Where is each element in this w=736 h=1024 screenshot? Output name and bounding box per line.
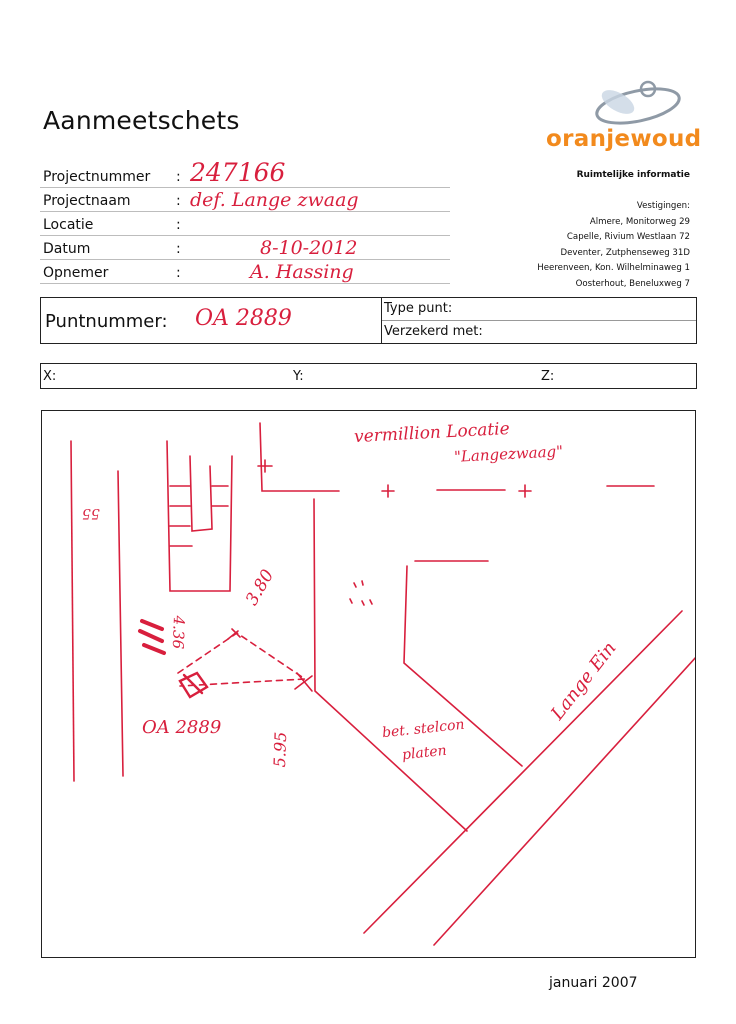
x-label: X: [43, 369, 57, 384]
point-number-value: OA 2889 [195, 306, 292, 331]
point-number-label: Puntnummer: [45, 311, 168, 332]
field-locatie [40, 212, 450, 236]
field-colon: : [176, 241, 181, 257]
point-number-cell [41, 298, 382, 343]
road-label: Lange Ein [547, 637, 621, 724]
sketch-note-line1: vermillion Locatie [353, 418, 511, 448]
field-colon: : [176, 217, 181, 233]
field-opnemer [40, 260, 450, 284]
field-label: Datum [43, 241, 91, 257]
logo-text: oranjewoud [546, 126, 702, 152]
sketch-line [71, 441, 74, 781]
vestiging-item: Almere, Monitorweg 29 [589, 216, 690, 227]
verzekerd-label: Verzekerd met: [384, 324, 483, 339]
field-projectnaam [40, 188, 450, 212]
sketch-mark [258, 460, 272, 472]
sketch-line [118, 471, 123, 776]
field-projectnummer [40, 158, 450, 188]
verzekerd-row [382, 321, 696, 343]
field-value-opnemer: A. Hassing [250, 261, 354, 283]
vestiging-item: Deventer, Zutphenseweg 31D [560, 247, 690, 258]
field-colon: : [176, 169, 181, 185]
company-subtitle: Ruimtelijke informatie [576, 170, 690, 180]
field-value-projectnummer: 247166 [190, 158, 286, 187]
hatch-mark [140, 621, 164, 653]
point-type-cell [382, 298, 696, 343]
dimension-label-2: 4.36 [168, 615, 188, 650]
project-fields [40, 158, 450, 284]
road-edge [364, 611, 682, 933]
field-label: Projectnaam [43, 193, 131, 209]
area-label-1: bet. stelcon [381, 716, 466, 742]
type-punt-row [382, 298, 696, 321]
field-label: Projectnummer [43, 169, 151, 185]
sketch-line [190, 456, 212, 531]
field-value-projectnaam: def. Lange zwaag [190, 189, 359, 211]
y-label: Y: [293, 369, 304, 384]
vestiging-item: Oosterhout, Beneluxweg 7 [575, 278, 690, 289]
logo-swirl-icon [540, 80, 700, 130]
z-label: Z: [541, 369, 555, 384]
dimension-cross [295, 673, 312, 691]
vestiging-item: Heerenveen, Kon. Wilhelminaweg 1 [537, 263, 690, 273]
dimension-label-3: 5.95 [270, 731, 291, 768]
field-value-datum: 8-10-2012 [260, 237, 358, 259]
vestiging-item: Capelle, Rivium Westlaan 72 [566, 232, 690, 242]
coordinates-box [40, 363, 697, 389]
company-logo [540, 80, 700, 160]
sketch-area [41, 410, 696, 958]
field-colon: : [176, 265, 181, 281]
dimension-label-1: 3.80 [242, 566, 279, 609]
field-label: Locatie [43, 217, 94, 233]
sketch-line [314, 499, 467, 831]
sketch-line [167, 441, 232, 591]
dimension-arrow [228, 629, 240, 639]
dimension-line [178, 633, 305, 686]
field-datum [40, 236, 450, 260]
sketch-mark [519, 485, 531, 497]
sketch-line [260, 423, 339, 491]
field-colon: : [176, 193, 181, 209]
sketch-note-line2: "Langezwaag" [453, 442, 564, 466]
sketch-line [170, 486, 192, 546]
sketch-dots [350, 581, 372, 605]
page-title: Aanmeetschets [43, 106, 240, 135]
vestigingen-list [537, 199, 690, 292]
sketch-drawing [42, 411, 695, 957]
sketch-mark [382, 485, 394, 497]
sketch-line [212, 486, 228, 506]
left-mark-label: 55 [82, 505, 100, 521]
footer-date: januari 2007 [549, 975, 638, 991]
type-punt-label: Type punt: [384, 301, 453, 316]
area-label-2: platen [401, 742, 448, 764]
vestigingen-label: Vestigingen: [636, 201, 690, 211]
field-label: Opnemer [43, 265, 109, 281]
survey-point-label: OA 2889 [142, 717, 222, 738]
point-box [40, 297, 697, 344]
